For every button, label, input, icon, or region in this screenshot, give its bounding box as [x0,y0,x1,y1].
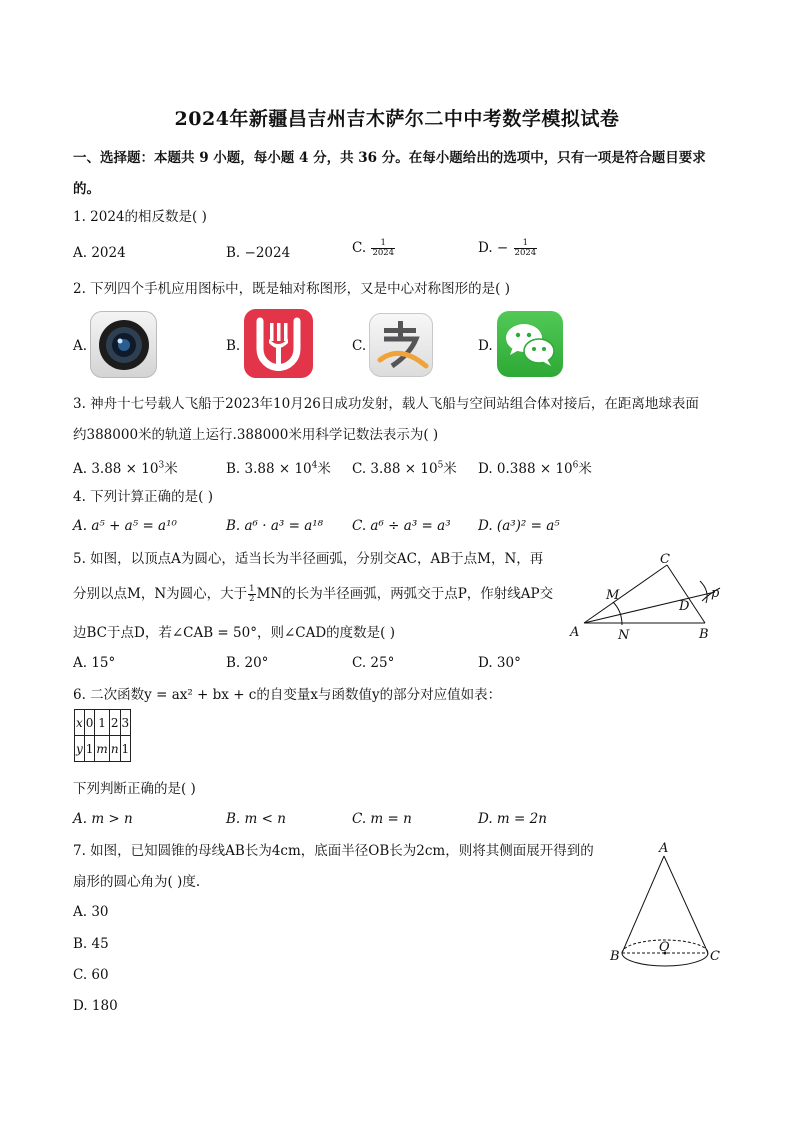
fork-app-icon [244,309,313,378]
label-b: B [699,627,709,642]
table-cell: y [75,736,85,762]
question-1-option-c [352,239,396,258]
stem-text: 分别以点M，N为圆心，大于 [73,586,248,602]
question-1-stem: 1. 2024的相反数是( ) [73,209,207,225]
fork-icon [244,309,313,378]
value-table [74,709,131,762]
exponent: 3 [158,460,165,471]
question-5-stem-line3: 边BC于点D，若∠CAB = 50°，则∠CAD的度数是( ) [73,625,395,641]
exponent: 4 [311,460,318,471]
unit: 米 [578,461,592,477]
fraction-numerator: 1 [371,239,395,249]
table-cell: x [75,710,85,736]
unit: 米 [443,461,457,477]
camera-lens-icon [91,312,158,379]
camera-app-icon [90,311,157,378]
label-a: A [570,625,580,640]
question-7-stem-line1: 7. 如图，已知圆锥的母线AB长为4cm，底面半径OB长为2cm，则将其侧面展开得到的 [73,843,594,859]
slant-ac [664,856,708,953]
question-1-option-b: B. −2024 [226,245,291,261]
option-d-label: D. − [478,240,509,256]
stem-text: MN的长为半径画弧，两弧交于点P，作射线AP交 [256,586,554,602]
question-5-option-c: C. 25° [352,655,395,671]
table-cell: 1 [95,710,109,736]
question-1-option-a: A. 2024 [73,245,126,261]
label-p: p [711,586,720,601]
table-cell: 2 [109,710,120,736]
question-7-option-c: C. 60 [73,967,109,983]
table-cell: 1 [120,736,131,762]
unit: 米 [164,461,178,477]
option-text: C. 3.88 × 10 [352,461,438,477]
table-cell: 1 [84,736,95,762]
label-o: O [659,940,670,955]
wechat-app-icon [497,311,563,377]
arc-mn [613,602,622,625]
question-5-option-b: B. 20° [226,655,269,671]
question-6-option-c: C. m = n [352,811,412,827]
question-6-option-d: D. m = 2n [478,811,547,827]
question-6-option-b: B. m < n [226,811,286,827]
label-n: N [618,628,630,643]
question-4-option-c: C. a⁶ ÷ a³ = a³ [352,518,451,534]
question-5-option-d: D. 30° [478,655,521,671]
table-row [75,736,131,762]
question-3-option-b [226,457,331,477]
question-5-stem-line2 [73,585,553,604]
question-3-option-c [352,457,457,477]
question-3-option-d [478,457,592,477]
label-m: M [606,588,620,603]
section-heading-line1: 一、选择题：本题共 9 小题，每小题 4 分，共 36 分。在每小题给出的选项中，只有一项是符合题目要求 [73,150,706,166]
option-c-label: C. [352,240,367,256]
fraction-denominator: 2024 [514,248,537,258]
segment-bc [667,565,705,623]
question-2-option-c: C. [352,338,367,354]
alipay-symbol-icon [370,314,434,378]
question-4-option-d: D. (a³)² = a⁵ [478,518,560,534]
wechat-bubbles-icon [497,311,563,377]
question-5-option-a: A. 15° [73,655,116,671]
table-cell: n [109,736,120,762]
fraction-numerator: 1 [249,584,255,594]
exponent: 6 [572,460,579,471]
unit: 米 [317,461,331,477]
exponent: 5 [437,460,444,471]
table-cell: 0 [84,710,95,736]
cone-figure [600,838,730,978]
fraction-numerator: 1 [514,239,538,249]
fraction [371,239,395,258]
question-6-stem: 6. 二次函数y = ax² + bx + c的自变量x与函数值y的部分对应值如表： [73,687,502,703]
question-7-option-d: D. 180 [73,998,118,1014]
question-2-option-d: D. [478,338,493,354]
question-6-prompt: 下列判断正确的是( ) [73,781,196,797]
option-text: D. 0.388 × 10 [478,461,573,477]
question-3-option-a [73,457,178,477]
question-1-option-d [478,239,538,258]
question-7-option-a: A. 30 [73,904,109,920]
label-c: C [710,949,720,964]
question-2-stem: 2. 下列四个手机应用图标中，既是轴对称图形，又是中心对称图形的是( ) [73,281,510,297]
question-4-option-a: A. a⁵ + a⁵ = a¹⁰ [73,518,177,534]
question-4-option-b: B. a⁶ · a³ = a¹⁸ [226,518,324,534]
table-cell: 3 [120,710,131,736]
question-4-stem: 4. 下列计算正确的是( ) [73,489,213,505]
fraction [248,585,255,604]
fraction-denominator: 2 [249,594,255,604]
table-cell: m [95,736,109,762]
label-a: A [659,841,669,856]
label-d: D [679,599,690,614]
label-c: C [660,552,670,567]
question-7-stem-line2: 扇形的圆心角为( )度. [73,874,201,890]
segment-ac [584,565,667,623]
page-title: 2024年新疆昌吉州吉木萨尔二中中考数学模拟试卷 [174,108,620,130]
fraction [514,239,538,258]
alipay-app-icon [369,313,433,377]
label-b: B [610,949,620,964]
option-text: B. 3.88 × 10 [226,461,312,477]
question-7-option-b: B. 45 [73,936,109,952]
question-3-stem-line2: 约388000米的轨道上运行.388000米用科学记数法表示为( ) [73,427,439,443]
slant-ab [622,856,664,953]
question-2-option-b: B. [226,338,241,354]
triangle-bisector-figure [560,545,740,650]
question-5-stem-line1: 5. 如图，以顶点A为圆心，适当长为半径画弧，分别交AC，AB于点M，N，再 [73,551,544,567]
fraction-denominator: 2024 [372,248,395,258]
question-3-stem-line1: 3. 神舟十七号载人飞船于2023年10月26日成功发射，载人飞船与空间站组合体对接后，在距离地球表面 [73,396,699,412]
option-text: A. 3.88 × 10 [73,461,159,477]
question-6-option-a: A. m > n [73,811,133,827]
section-heading-line2: 的。 [73,181,100,197]
question-2-option-a: A. [73,338,88,354]
table-row [75,710,131,736]
